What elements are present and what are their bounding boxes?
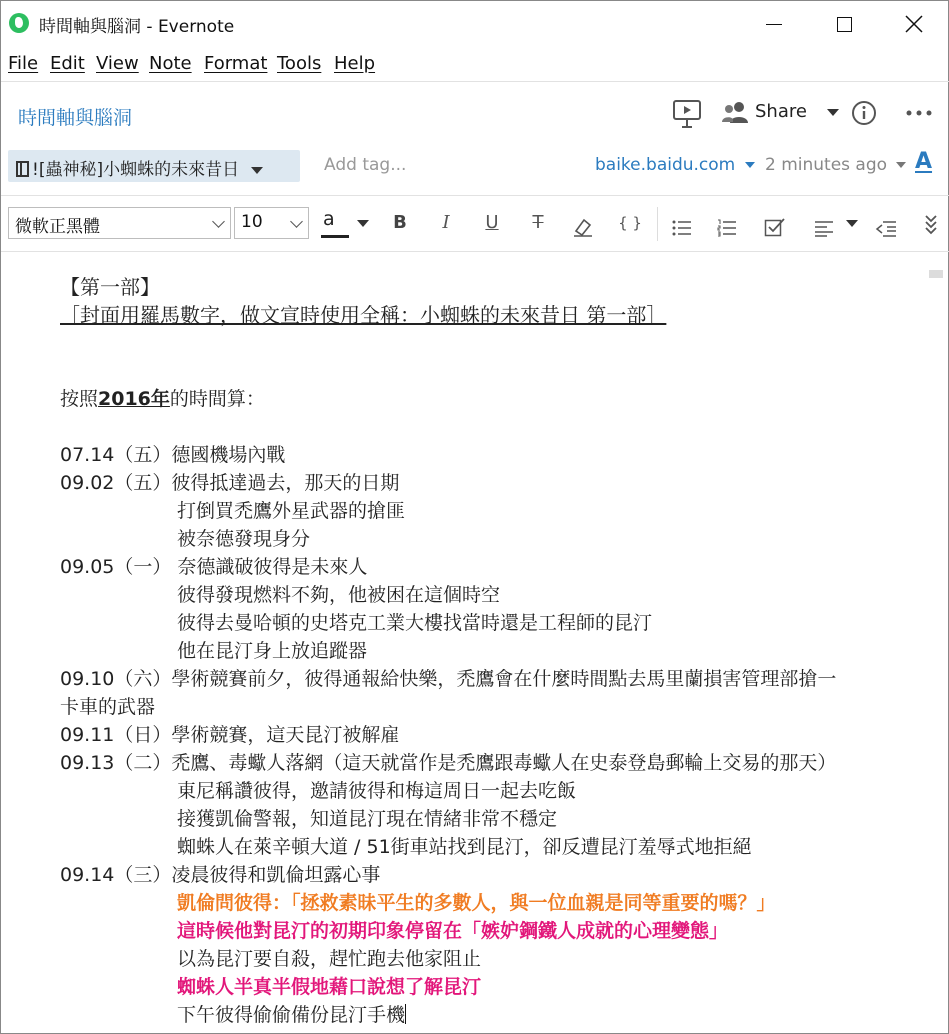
toolbar-bottom-divider	[1, 251, 949, 252]
close-button[interactable]	[891, 9, 937, 39]
timeline-line: 接獲凱倫警報，知道昆汀現在情緒非常不穩定	[177, 808, 558, 830]
note-title[interactable]: 時間軸與腦洞	[18, 107, 133, 129]
maximize-button[interactable]	[821, 9, 867, 39]
timeline-line: 07.14（五）德國機場內戰	[60, 444, 286, 466]
timeline-line: 09.02（五）彼得抵達過去，那天的日期	[60, 472, 400, 494]
text-color-swatch	[321, 235, 349, 238]
bulleted-list-icon[interactable]	[672, 214, 692, 242]
share-people-icon	[721, 101, 749, 125]
menu-bar	[1, 51, 949, 79]
bold-button[interactable]: B	[393, 212, 407, 233]
more-formatting-icon[interactable]	[923, 211, 939, 239]
title-bar	[1, 1, 949, 47]
modified-time-label: 2 minutes ago	[765, 155, 888, 175]
maximize-icon	[837, 17, 852, 32]
evernote-logo-icon	[9, 13, 29, 33]
share-dropdown-icon	[827, 109, 839, 116]
timeline-line: 東尼稱讚彼得，邀請彼得和梅這周日一起去吃飯	[177, 780, 577, 802]
notebook-dropdown-icon	[251, 167, 263, 174]
notebook-icon	[16, 161, 29, 177]
timeline-line: 09.05（一） 奈德識破彼得是未來人	[60, 556, 368, 578]
menu-view[interactable]: View	[96, 53, 139, 74]
timeline-line: 打倒買禿鷹外星武器的搶匪	[177, 500, 406, 522]
menu-format[interactable]: Format	[204, 53, 268, 74]
timeline-line-last	[60, 1001, 920, 1029]
timeline-line: 09.10（六）學術競賽前夕，彼得通報給快樂，禿鷹會在什麼時間點去馬里蘭損害管理部搶一	[60, 668, 837, 690]
align-left-icon[interactable]	[814, 214, 834, 242]
font-family-select[interactable]	[8, 207, 231, 239]
font-size-value: 10	[241, 212, 263, 232]
chevron-down-icon	[290, 215, 303, 228]
minimize-button[interactable]	[751, 9, 797, 39]
text-cursor	[405, 1004, 406, 1024]
share-label: Share	[755, 101, 807, 122]
intro-post: 的時間算：	[169, 388, 265, 410]
timeline-line: 以為昆汀要自殺，趕忙跑去他家阻止	[177, 948, 482, 970]
menu-tools[interactable]: Tools	[277, 53, 322, 74]
content-subheading: ［封面用羅馬數字，做文宣時使用全稱：小蜘蛛的未來昔日 第一部］	[60, 303, 667, 327]
timeline-line: 09.13（二）禿鷹、毒蠍人落網（這天就當作是禿鷹跟毒蠍人在史泰登島郵輪上交易的那天）	[60, 752, 837, 774]
menu-note[interactable]: Note	[149, 53, 192, 74]
intro-line	[60, 385, 920, 413]
font-size-select[interactable]	[234, 207, 309, 239]
notebook-selector[interactable]	[8, 150, 300, 182]
checkbox-icon[interactable]	[764, 213, 786, 241]
timeline-line: 被奈德發現身分	[177, 528, 311, 550]
align-dropdown-icon[interactable]	[846, 220, 858, 227]
menu-divider	[1, 81, 949, 82]
timeline-line: 09.14（三）凌晨彼得和凱倫坦露心事	[60, 864, 381, 886]
font-family-value: 微軟正黑體	[15, 217, 100, 237]
source-dropdown-icon	[745, 162, 755, 168]
underline-button[interactable]: U	[485, 212, 499, 233]
last-line-text: 下午彼得偷偷備份昆汀手機	[177, 1004, 406, 1026]
text-color-dropdown-icon[interactable]	[357, 220, 369, 227]
add-tag-input[interactable]: Add tag...	[324, 155, 407, 175]
blank-line	[60, 413, 920, 441]
note-editor[interactable]	[60, 273, 920, 1029]
menu-edit[interactable]: Edit	[50, 53, 85, 74]
blank-line	[60, 329, 920, 357]
menu-help[interactable]: Help	[334, 53, 376, 74]
source-url-label: baike.baidu.com	[595, 155, 736, 175]
intro-pre: 按照	[60, 388, 99, 410]
numbered-list-icon[interactable]	[717, 214, 737, 242]
menu-file[interactable]: File	[8, 53, 39, 74]
timeline-line: 彼得發現燃料不夠，他被困在這個時空	[177, 584, 501, 606]
timeline-line: 09.11（日）學術競賽，這天昆汀被解雇	[60, 724, 400, 746]
content-heading: 【第一部】	[60, 275, 160, 299]
source-url-link[interactable]	[595, 155, 755, 175]
info-icon[interactable]	[851, 100, 877, 126]
highlighted-line-orange: 凱倫問彼得：「拯救素昧平生的多數人，與一位血親是同等重要的嗎？」	[177, 892, 776, 914]
strikethrough-button[interactable]: T	[532, 212, 544, 233]
notebook-name: ![蟲神秘]小蜘蛛的未來昔日	[32, 160, 240, 180]
blank-line	[60, 357, 920, 385]
timeline-line: 卡車的武器	[60, 696, 156, 718]
text-color-button[interactable]: a	[323, 208, 335, 230]
code-block-button[interactable]: { }	[618, 214, 642, 232]
highlighted-line-pink: 蜘蛛人半真半假地藉口說想了解昆汀	[177, 976, 482, 998]
header-divider	[1, 195, 949, 196]
italic-button[interactable]: I	[442, 212, 450, 233]
close-icon	[905, 15, 923, 33]
highlighted-line-pink: 這時候他對昆汀的初期印象停留在「嫉妒鋼鐵人成就的心理變態」	[177, 920, 729, 942]
chevron-down-icon	[212, 215, 225, 228]
timeline-line: 彼得去曼哈頓的史塔克工業大樓找當時還是工程師的昆汀	[177, 612, 653, 634]
share-button[interactable]	[755, 101, 839, 122]
highlight-icon[interactable]	[572, 213, 594, 241]
more-options-icon[interactable]	[905, 109, 933, 117]
timeline-line: 蜘蛛人在萊辛頓大道 / 51街車站找到昆汀，卻反遭昆汀羞辱式地拒絕	[177, 836, 752, 858]
intro-year: 2016年	[98, 388, 170, 410]
window-title: 時間軸與腦洞 - Evernote	[39, 17, 235, 37]
outdent-icon[interactable]	[875, 214, 897, 242]
modified-dropdown-icon	[896, 162, 906, 168]
scrollbar-thumb[interactable]	[929, 270, 943, 278]
minimize-icon	[766, 24, 782, 25]
timeline-line: 他在昆汀身上放追蹤器	[177, 640, 368, 662]
toolbar-divider	[657, 207, 658, 241]
modified-time[interactable]	[765, 155, 906, 175]
font-style-button[interactable]: A	[915, 149, 933, 174]
present-icon[interactable]	[672, 99, 702, 129]
